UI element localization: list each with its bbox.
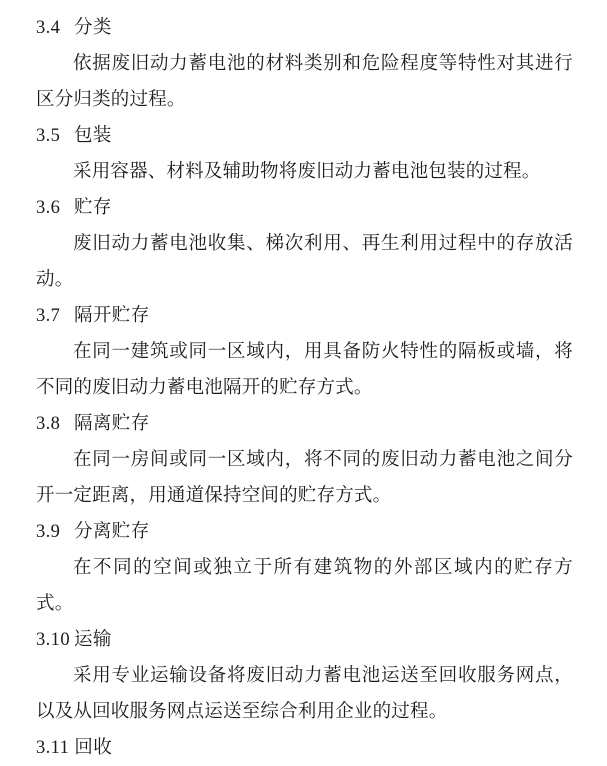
section-number: 3.4	[36, 18, 61, 38]
section-number: 3.5	[36, 126, 61, 146]
next-section-heading-partial: 3.11 回收	[36, 738, 113, 758]
section-heading	[36, 118, 573, 154]
section-entry	[36, 406, 573, 514]
section-entry	[36, 10, 573, 118]
section-body: 废旧动力蓄电池收集、梯次利用、再生利用过程中的存放活动。	[36, 234, 573, 290]
section-body: 采用容器、材料及辅助物将废旧动力蓄电池包装的过程。	[73, 162, 541, 182]
section-heading	[36, 10, 573, 46]
section-number: 3.9	[36, 522, 61, 542]
section-body: 采用专业运输设备将废旧动力蓄电池运送至回收服务网点，以及从回收服务网点运送至综合利用企业的过程。	[36, 666, 573, 722]
section-heading	[36, 190, 573, 226]
section-number: 3.6	[36, 198, 61, 218]
section-title: 隔开贮存	[74, 306, 150, 326]
section-entry	[36, 622, 573, 730]
section-body: 依据废旧动力蓄电池的材料类别和危险程度等特性对其进行区分归类的过程。	[36, 54, 573, 110]
section-entry	[36, 514, 573, 622]
section-title: 分离贮存	[74, 522, 150, 542]
section-entry	[36, 298, 573, 406]
section-body: 在不同的空间或独立于所有建筑物的外部区域内的贮存方式。	[36, 558, 573, 614]
section-title: 贮存	[74, 198, 112, 218]
section-title: 运输	[74, 630, 112, 650]
section-number: 3.8	[36, 414, 61, 434]
section-heading	[36, 298, 573, 334]
section-entry	[36, 118, 573, 190]
section-number: 3.10	[36, 630, 70, 650]
section-entry	[36, 190, 573, 298]
section-title: 分类	[74, 18, 112, 38]
section-title: 包装	[74, 126, 112, 146]
section-number: 3.7	[36, 306, 61, 326]
section-title: 隔离贮存	[74, 414, 150, 434]
section-heading	[36, 622, 573, 658]
section-body: 在同一房间或同一区域内，将不同的废旧动力蓄电池之间分开一定距离，用通道保持空间的贮存方式。	[36, 450, 573, 506]
section-body: 在同一建筑或同一区域内，用具备防火特性的隔板或墙，将不同的废旧动力蓄电池隔开的贮存方式。	[36, 342, 573, 398]
section-heading	[36, 514, 573, 550]
section-heading	[36, 406, 573, 442]
